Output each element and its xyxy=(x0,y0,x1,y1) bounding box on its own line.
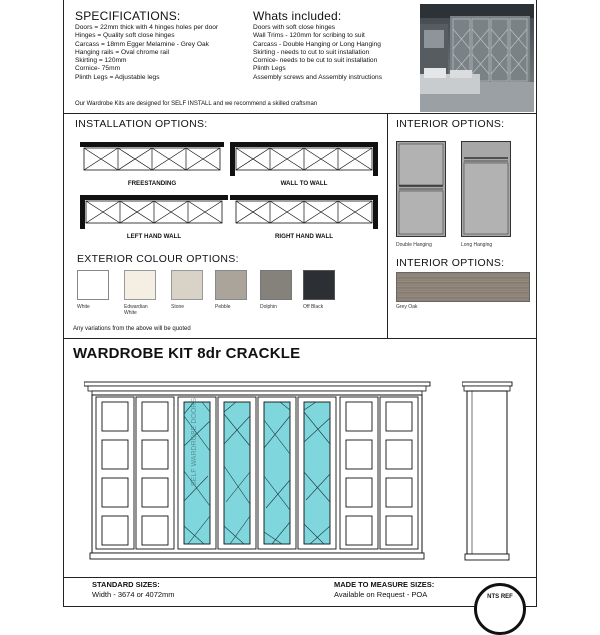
spec-line: Doors = 22mm thick with 4 hinges holes per door xyxy=(75,24,219,31)
swatch-label: Pebble xyxy=(215,304,231,310)
wall-to-wall-diagram xyxy=(230,142,378,187)
freestanding-diagram xyxy=(80,142,224,187)
spec-line: Carcass = 18mm Egger Melamine - Grey Oak xyxy=(75,40,209,48)
long-hanging-drawing xyxy=(461,141,511,237)
install-caption: LEFT HAND WALL xyxy=(126,233,182,240)
included-line: Cornice- needs to be cut to suit installation xyxy=(253,57,378,65)
swatch-label: Edwardian White xyxy=(124,304,148,316)
swatch-tile xyxy=(77,270,109,300)
swatch-tile xyxy=(171,270,203,300)
included-line: Assembly screws and Assembly instructions xyxy=(253,73,382,81)
self-install-note: Our Wardrobe Kits are designed for SELF INSTALL and we recommend a skilled craftsman xyxy=(75,101,318,107)
swatch-stone xyxy=(171,270,203,310)
freestanding-drawing xyxy=(80,142,224,176)
badge-seal xyxy=(474,583,526,635)
spec-line: Cornice- 75mm xyxy=(75,65,121,73)
spec-line: Hinges = Quality soft close hinges xyxy=(75,32,175,40)
wardrobe-room-photo xyxy=(420,4,534,112)
double-hanging-drawing xyxy=(396,141,446,237)
badge-text: NTS REF xyxy=(487,594,513,600)
swatch-dolphin xyxy=(260,270,292,310)
swatch-white xyxy=(77,270,109,310)
included-line: Plinth Legs xyxy=(253,65,286,73)
right-hand-wall-diagram xyxy=(230,195,378,240)
interior-long-hanging xyxy=(461,141,511,248)
product-watermark: SELF WARDROBE DOORS xyxy=(191,397,198,486)
swatch-edwardian-white xyxy=(124,270,156,316)
swatch-label: Off Black xyxy=(303,304,324,310)
install-caption: WALL TO WALL xyxy=(280,180,328,187)
included-line: Skirting - needs to cut to suit installation xyxy=(253,48,370,56)
spec-line: Hanging rails = Oval chrome rail xyxy=(75,48,169,56)
standard-sizes-value: Width - 3674 or 4072mm xyxy=(92,590,175,599)
grey-oak-swatch xyxy=(396,272,530,302)
measure-sizes-value: Available on Request - POA xyxy=(334,590,428,599)
interior-title: INTERIOR OPTIONS: xyxy=(396,118,505,130)
specifications-title: SPECIFICATIONS: xyxy=(75,9,181,23)
whats-included-title: Whats included: xyxy=(253,9,342,23)
swatch-tile xyxy=(260,270,292,300)
swatch-off-black xyxy=(303,270,335,310)
swatch-tile xyxy=(215,270,247,300)
interior-double-hanging xyxy=(396,141,446,248)
install-caption: FREESTANDING xyxy=(127,180,177,187)
right-hand-wall-drawing xyxy=(230,195,378,229)
side-elevation-drawing xyxy=(462,380,516,564)
wall-to-wall-drawing xyxy=(230,142,378,176)
variations-note: Any variations from the above will be quoted xyxy=(73,326,191,332)
whats-included-list xyxy=(253,24,382,82)
swatch-pebble xyxy=(215,270,247,310)
included-line: Wall Trims - 120mm for scribing to suit xyxy=(253,32,365,40)
options-divider xyxy=(387,113,388,339)
wardrobe-elevation xyxy=(84,376,434,569)
install-caption: RIGHT HAND WALL xyxy=(274,233,334,240)
exterior-title: EXTERIOR COLOUR OPTIONS: xyxy=(77,253,239,265)
specifications-list xyxy=(75,24,218,82)
grey-oak-label: Grey Oak xyxy=(396,304,418,310)
included-line: Doors with soft close hinges xyxy=(253,24,336,31)
standard-sizes-label: STANDARD SIZES: xyxy=(92,580,160,589)
wardrobe-side-elevation xyxy=(462,380,516,569)
swatch-row xyxy=(77,270,377,318)
interior-label: Long Hanging xyxy=(461,242,493,248)
left-hand-wall-diagram xyxy=(80,195,228,240)
interior-label: Double Hanging xyxy=(396,242,432,248)
swatch-tile xyxy=(303,270,335,300)
left-hand-wall-drawing xyxy=(80,195,228,229)
installation-title: INSTALLATION OPTIONS: xyxy=(75,118,208,130)
interior-colour-title: INTERIOR OPTIONS: xyxy=(396,257,505,269)
measure-sizes-label: MADE TO MEASURE SIZES: xyxy=(334,580,435,589)
wardrobe-front-drawing xyxy=(84,376,434,564)
spec-line: Skirting = 120mm xyxy=(75,57,127,65)
room-photo-graphic xyxy=(420,4,534,112)
swatch-label: Dolphin xyxy=(260,304,277,310)
spec-line: Plinth Legs = Adjustable legs xyxy=(75,73,160,81)
included-line: Carcass - Double Hanging or Long Hanging xyxy=(253,40,381,48)
swatch-tile xyxy=(124,270,156,300)
swatch-label: Stone xyxy=(171,304,185,310)
swatch-label: White xyxy=(77,304,90,310)
product-title: WARDROBE KIT 8dr CRACKLE xyxy=(73,345,301,362)
